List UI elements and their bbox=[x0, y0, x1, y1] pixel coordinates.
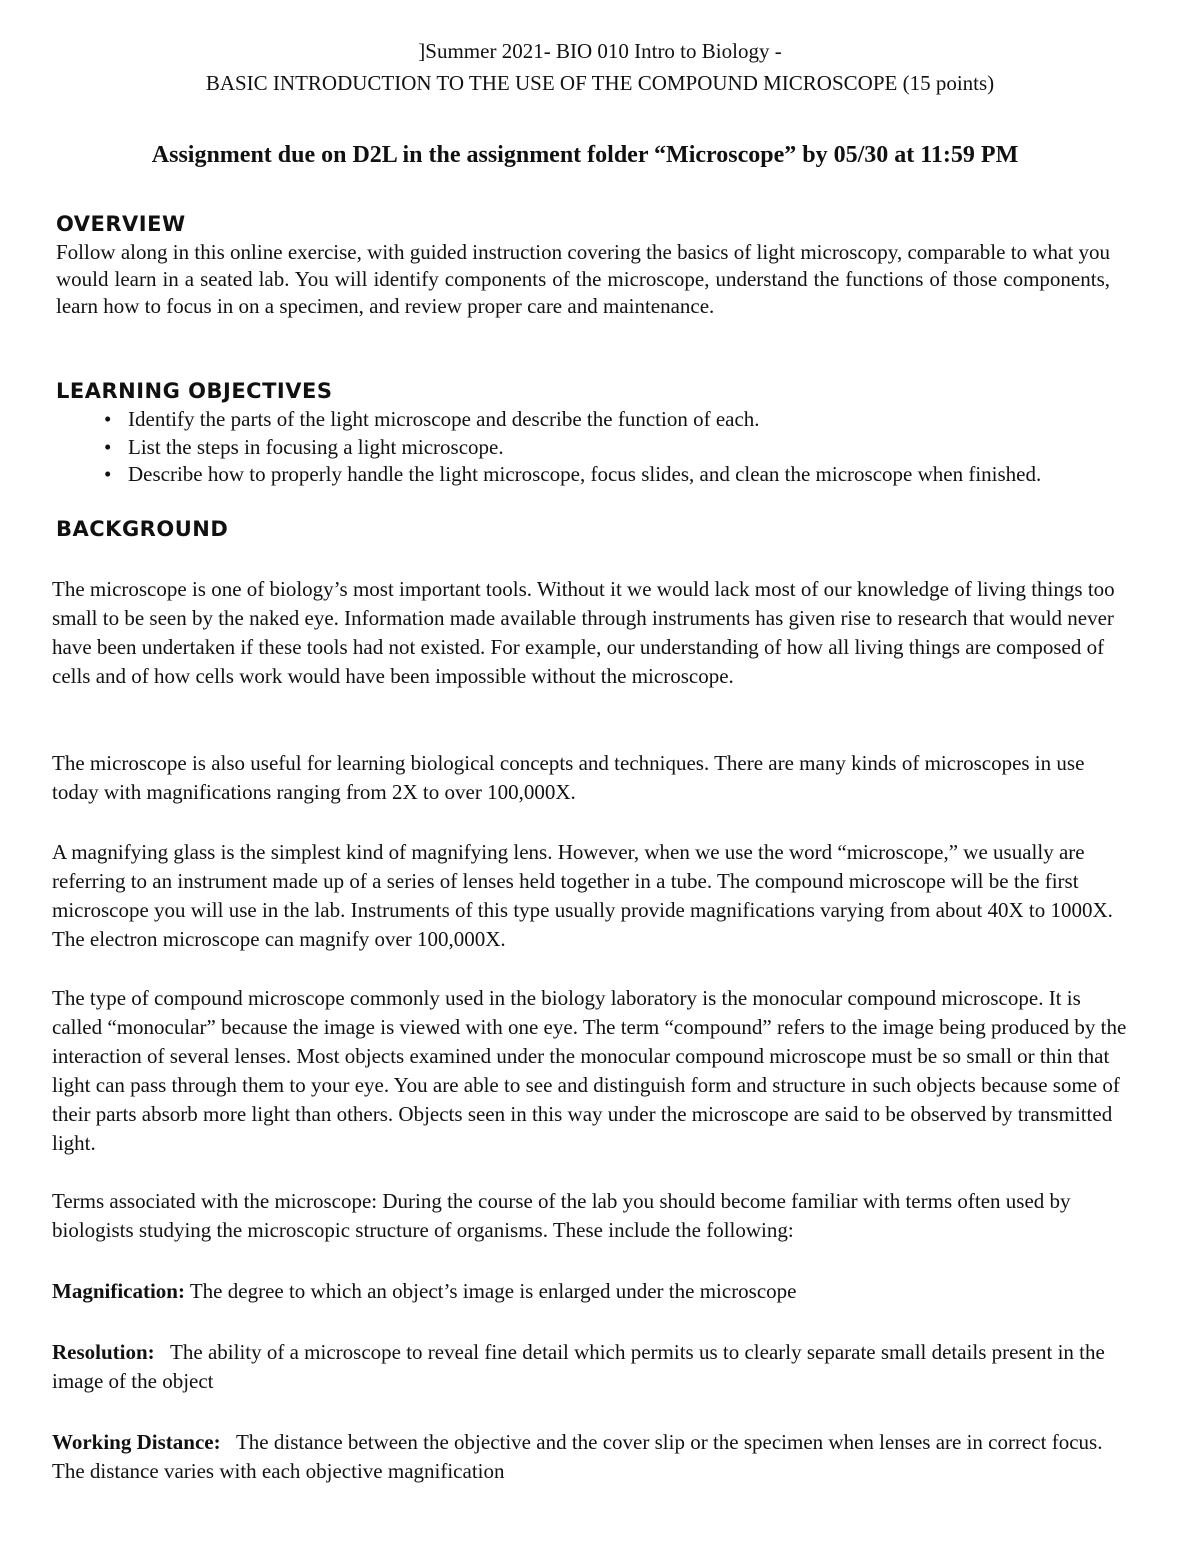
objective-item bbox=[104, 434, 1094, 462]
objective-item bbox=[104, 406, 1094, 434]
term-label: Resolution: bbox=[52, 1340, 155, 1364]
overview-body: Follow along in this online exercise, with guided instruction covering the basics of light microscopy, comparable to what you would learn in a seated lab. You will identify components of the microscope, understand the functions of those components, learn how to focus in on a specimen, and review proper care and maintenance. bbox=[56, 240, 1110, 318]
bullet-icon: • bbox=[104, 407, 112, 431]
learning-objectives-list bbox=[104, 406, 1094, 489]
bullet-icon: • bbox=[104, 462, 112, 486]
term-definition: The distance between the objective and the cover slip or the specimen when lenses are in correct focus. The distance varies with each objective magnification bbox=[52, 1430, 1108, 1483]
bullet-icon: • bbox=[104, 434, 112, 459]
term-definition-resolution bbox=[52, 1338, 1132, 1396]
background-paragraph: Terms associated with the microscope: During the course of the lab you should become familiar with terms often used by biologists studying the microscopic structure of organisms. These include the following: bbox=[52, 1189, 1071, 1242]
objective-text: Describe how to properly handle the light microscope, focus slides, and clean the microscope when finished. bbox=[128, 462, 1042, 486]
learning-objectives-heading: LEARNING OBJECTIVES bbox=[56, 379, 333, 403]
objective-text: List the steps in focusing a light microscope. bbox=[128, 434, 504, 459]
term-definition: The ability of a microscope to reveal fine detail which permits us to clearly separate small details present in the image of the object bbox=[52, 1340, 1111, 1393]
objective-text: Identify the parts of the light microscope and describe the function of each. bbox=[128, 407, 760, 431]
background-heading: BACKGROUND bbox=[56, 517, 229, 541]
background-paragraph: The type of compound microscope commonly used in the biology laboratory is the monocular compound microscope. It is called “monocular” because the image is viewed with one eye. The term “compound” refers to the image being produced by the interaction of several lenses. Most objects examined under the monocular compound microscope must be so small or thin that light can pass through them to your eye. You are able to see and distinguish form and structure in such objects because some of their parts absorb more light than others. Objects seen in this way under the microscope are said to be observed by transmitted light. bbox=[52, 986, 1127, 1155]
background-paragraph: The microscope is also useful for learning biological concepts and techniques. There are many kinds of microscopes in use today with magnifications ranging from 2X to over 100,000X. bbox=[52, 751, 1085, 804]
course-title: ]Summer 2021- BIO 010 Intro to Biology - bbox=[418, 39, 782, 63]
assignment-title: BASIC INTRODUCTION TO THE USE OF THE COMPOUND MICROSCOPE (15 points) bbox=[205, 71, 995, 95]
objective-item bbox=[104, 461, 1094, 489]
term-definition: The degree to which an object’s image is enlarged under the microscope bbox=[184, 1279, 797, 1303]
term-definition-magnification bbox=[52, 1277, 1132, 1306]
background-paragraph: A magnifying glass is the simplest kind of magnifying lens. However, when we use the word “microscope,” we usually are referring to an instrument made up of a series of lenses held together in a tube. The compound microscope will be the first microscope you will use in the lab. Instruments of this type usually provide magnifications varying from about 40X to 1000X. The electron microscope can magnify over 100,000X. bbox=[52, 840, 1113, 951]
term-label: Working Distance: bbox=[52, 1430, 221, 1454]
due-date-notice: Assignment due on D2L in the assignment folder “Microscope” by 05/30 at 11:59 PM bbox=[151, 142, 1019, 168]
overview-heading: OVERVIEW bbox=[56, 212, 186, 236]
term-definition-working-distance bbox=[52, 1428, 1132, 1486]
background-paragraph: The microscope is one of biology’s most important tools. Without it we would lack most of our knowledge of living things too small to be seen by the naked eye. Information made available through instruments has given rise to research that would never have been undertaken if these tools had not existed. For example, our understanding of how all living things are composed of cells and of how cells work would have been impossible without the microscope. bbox=[52, 577, 1115, 688]
term-label: Magnification: bbox=[52, 1279, 185, 1303]
